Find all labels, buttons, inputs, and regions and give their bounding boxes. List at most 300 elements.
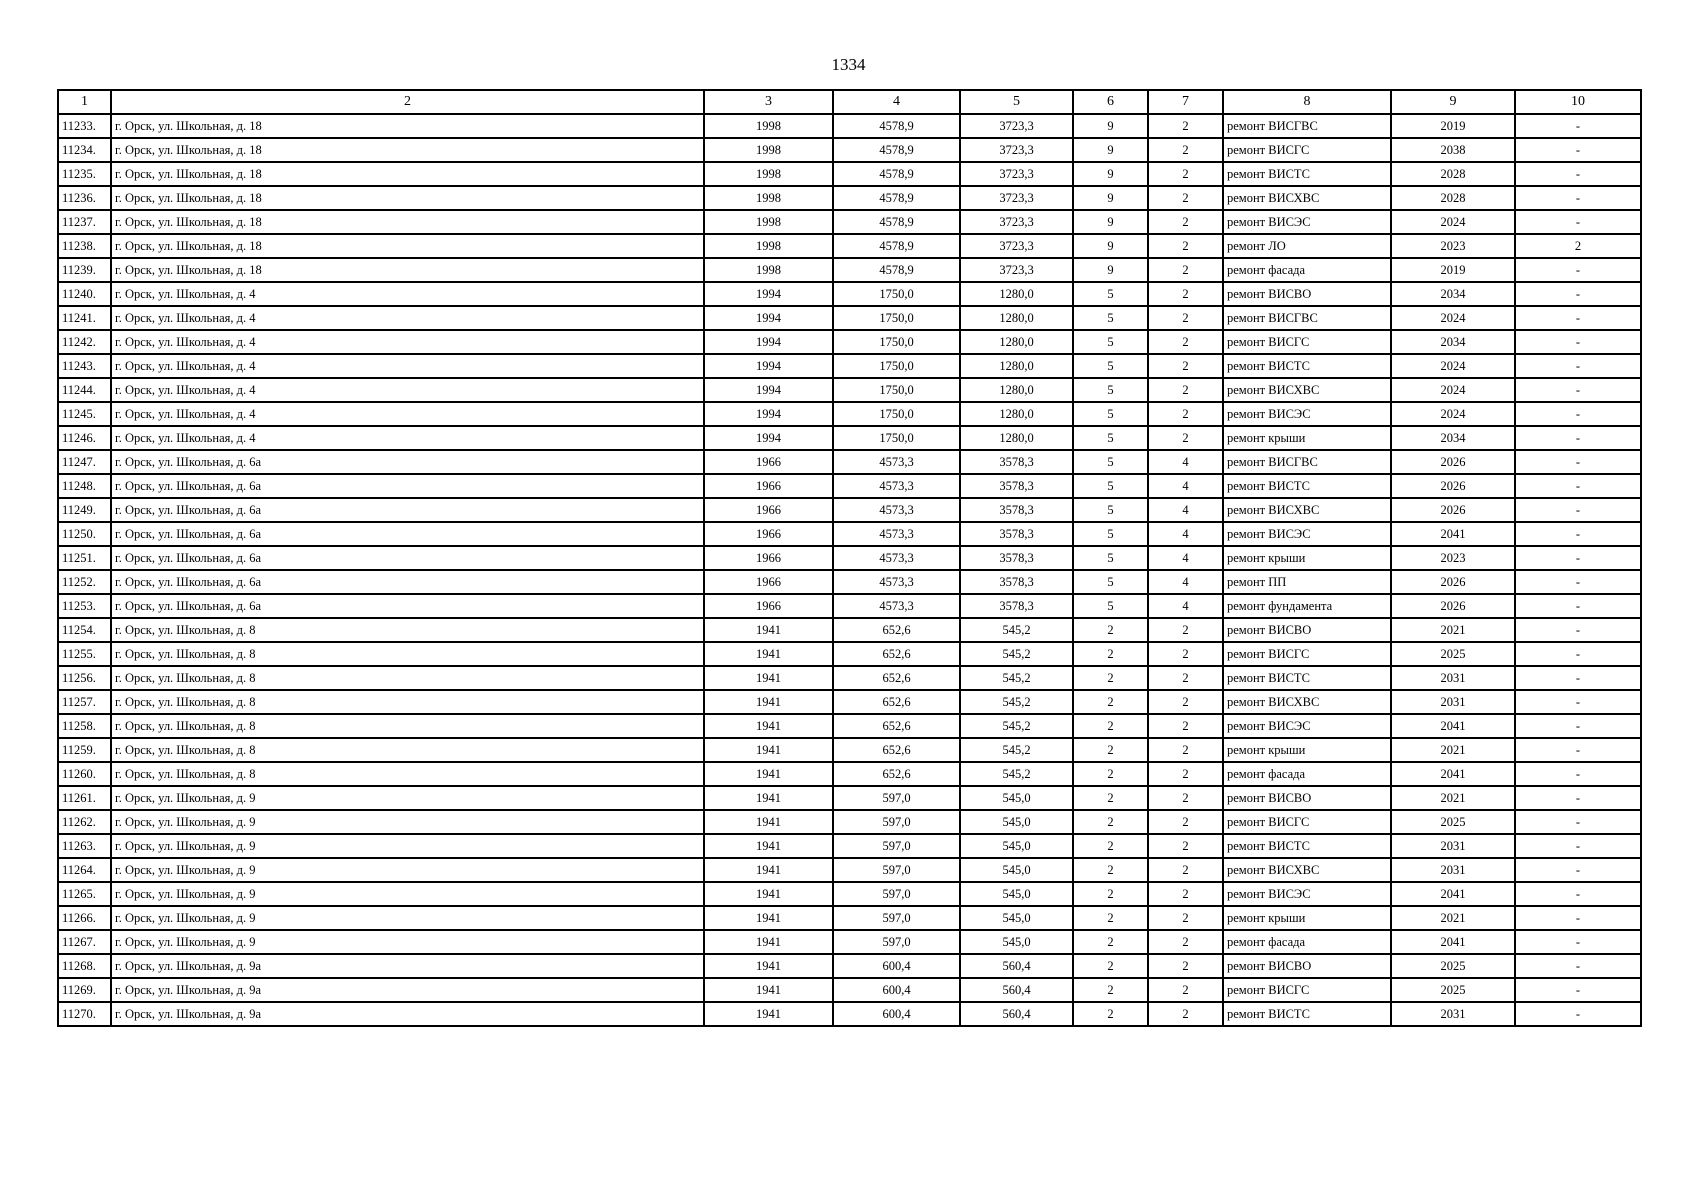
living-area-cell: 3578,3 xyxy=(960,474,1073,498)
entrances-cell: 2 xyxy=(1148,666,1223,690)
entrances-cell: 2 xyxy=(1148,618,1223,642)
living-area-cell: 3578,3 xyxy=(960,546,1073,570)
living-area-cell: 545,0 xyxy=(960,882,1073,906)
entrances-cell: 2 xyxy=(1148,282,1223,306)
total-area-cell: 652,6 xyxy=(833,762,960,786)
note-cell: - xyxy=(1515,570,1641,594)
address-cell: г. Орск, ул. Школьная, д. 6а xyxy=(111,570,704,594)
work-type-cell: ремонт крыши xyxy=(1223,738,1391,762)
total-area-cell: 652,6 xyxy=(833,666,960,690)
address-cell: г. Орск, ул. Школьная, д. 9а xyxy=(111,978,704,1002)
row-number-cell: 11240. xyxy=(58,282,111,306)
row-number-cell: 11246. xyxy=(58,426,111,450)
address-cell: г. Орск, ул. Школьная, д. 4 xyxy=(111,330,704,354)
total-area-cell: 4573,3 xyxy=(833,546,960,570)
address-cell: г. Орск, ул. Школьная, д. 18 xyxy=(111,210,704,234)
address-cell: г. Орск, ул. Школьная, д. 9 xyxy=(111,858,704,882)
plan-year-cell: 2031 xyxy=(1391,858,1515,882)
total-area-cell: 1750,0 xyxy=(833,426,960,450)
table-row xyxy=(58,186,1641,210)
entrances-cell: 2 xyxy=(1148,138,1223,162)
entrances-cell: 2 xyxy=(1148,186,1223,210)
row-number-cell: 11243. xyxy=(58,354,111,378)
total-area-cell: 600,4 xyxy=(833,1002,960,1026)
entrances-cell: 2 xyxy=(1148,810,1223,834)
floors-cell: 2 xyxy=(1073,858,1148,882)
entrances-cell: 2 xyxy=(1148,834,1223,858)
living-area-cell: 1280,0 xyxy=(960,282,1073,306)
row-number-cell: 11259. xyxy=(58,738,111,762)
address-cell: г. Орск, ул. Школьная, д. 18 xyxy=(111,186,704,210)
total-area-cell: 1750,0 xyxy=(833,330,960,354)
entrances-cell: 2 xyxy=(1148,858,1223,882)
living-area-cell: 560,4 xyxy=(960,978,1073,1002)
entrances-cell: 2 xyxy=(1148,306,1223,330)
total-area-cell: 597,0 xyxy=(833,930,960,954)
total-area-cell: 1750,0 xyxy=(833,282,960,306)
total-area-cell: 4578,9 xyxy=(833,258,960,282)
address-cell: г. Орск, ул. Школьная, д. 4 xyxy=(111,282,704,306)
row-number-cell: 11263. xyxy=(58,834,111,858)
row-number-cell: 11249. xyxy=(58,498,111,522)
floors-cell: 2 xyxy=(1073,666,1148,690)
floors-cell: 2 xyxy=(1073,762,1148,786)
note-cell: - xyxy=(1515,378,1641,402)
plan-year-cell: 2021 xyxy=(1391,906,1515,930)
total-area-cell: 4573,3 xyxy=(833,522,960,546)
work-type-cell: ремонт фасада xyxy=(1223,762,1391,786)
note-cell: - xyxy=(1515,162,1641,186)
living-area-cell: 1280,0 xyxy=(960,402,1073,426)
entrances-cell: 2 xyxy=(1148,690,1223,714)
address-cell: г. Орск, ул. Школьная, д. 6а xyxy=(111,450,704,474)
note-cell: - xyxy=(1515,114,1641,138)
year-cell: 1966 xyxy=(704,498,833,522)
floors-cell: 2 xyxy=(1073,738,1148,762)
table-row xyxy=(58,930,1641,954)
note-cell: - xyxy=(1515,618,1641,642)
note-cell: - xyxy=(1515,258,1641,282)
year-cell: 1966 xyxy=(704,546,833,570)
living-area-cell: 545,0 xyxy=(960,810,1073,834)
table-row xyxy=(58,378,1641,402)
table-header-row xyxy=(58,90,1641,114)
note-cell: - xyxy=(1515,882,1641,906)
plan-year-cell: 2025 xyxy=(1391,954,1515,978)
entrances-cell: 2 xyxy=(1148,714,1223,738)
work-type-cell: ремонт ВИСТС xyxy=(1223,354,1391,378)
table-row xyxy=(58,618,1641,642)
plan-year-cell: 2026 xyxy=(1391,474,1515,498)
work-type-cell: ремонт ВИСЭС xyxy=(1223,882,1391,906)
year-cell: 1941 xyxy=(704,762,833,786)
work-type-cell: ремонт ВИСВО xyxy=(1223,282,1391,306)
note-cell: - xyxy=(1515,450,1641,474)
column-header: 5 xyxy=(960,90,1073,114)
work-type-cell: ремонт крыши xyxy=(1223,906,1391,930)
address-cell: г. Орск, ул. Школьная, д. 8 xyxy=(111,714,704,738)
work-type-cell: ремонт ВИСЭС xyxy=(1223,210,1391,234)
work-type-cell: ремонт ВИСЭС xyxy=(1223,522,1391,546)
column-header: 2 xyxy=(111,90,704,114)
plan-year-cell: 2041 xyxy=(1391,522,1515,546)
total-area-cell: 597,0 xyxy=(833,858,960,882)
entrances-cell: 2 xyxy=(1148,762,1223,786)
note-cell: - xyxy=(1515,858,1641,882)
plan-year-cell: 2028 xyxy=(1391,186,1515,210)
entrances-cell: 2 xyxy=(1148,954,1223,978)
address-cell: г. Орск, ул. Школьная, д. 6а xyxy=(111,546,704,570)
row-number-cell: 11248. xyxy=(58,474,111,498)
note-cell: - xyxy=(1515,834,1641,858)
total-area-cell: 652,6 xyxy=(833,642,960,666)
plan-year-cell: 2024 xyxy=(1391,306,1515,330)
plan-year-cell: 2024 xyxy=(1391,378,1515,402)
table-row xyxy=(58,570,1641,594)
total-area-cell: 597,0 xyxy=(833,834,960,858)
work-type-cell: ремонт ВИСГС xyxy=(1223,330,1391,354)
work-type-cell: ремонт ВИСВО xyxy=(1223,954,1391,978)
row-number-cell: 11234. xyxy=(58,138,111,162)
registry-table xyxy=(57,89,1642,1027)
plan-year-cell: 2034 xyxy=(1391,330,1515,354)
floors-cell: 2 xyxy=(1073,810,1148,834)
floors-cell: 2 xyxy=(1073,978,1148,1002)
table-row xyxy=(58,858,1641,882)
entrances-cell: 2 xyxy=(1148,930,1223,954)
floors-cell: 2 xyxy=(1073,714,1148,738)
note-cell: - xyxy=(1515,354,1641,378)
note-cell: - xyxy=(1515,714,1641,738)
address-cell: г. Орск, ул. Школьная, д. 8 xyxy=(111,762,704,786)
living-area-cell: 3578,3 xyxy=(960,450,1073,474)
year-cell: 1941 xyxy=(704,618,833,642)
entrances-cell: 2 xyxy=(1148,234,1223,258)
page-number: 1334 xyxy=(831,55,866,74)
year-cell: 1998 xyxy=(704,186,833,210)
row-number-cell: 11265. xyxy=(58,882,111,906)
note-cell: - xyxy=(1515,690,1641,714)
floors-cell: 2 xyxy=(1073,618,1148,642)
row-number-cell: 11237. xyxy=(58,210,111,234)
living-area-cell: 3578,3 xyxy=(960,522,1073,546)
note-cell: - xyxy=(1515,402,1641,426)
work-type-cell: ремонт фасада xyxy=(1223,930,1391,954)
floors-cell: 9 xyxy=(1073,162,1148,186)
entrances-cell: 2 xyxy=(1148,786,1223,810)
address-cell: г. Орск, ул. Школьная, д. 6а xyxy=(111,498,704,522)
year-cell: 1998 xyxy=(704,258,833,282)
total-area-cell: 4573,3 xyxy=(833,498,960,522)
year-cell: 1941 xyxy=(704,666,833,690)
total-area-cell: 597,0 xyxy=(833,906,960,930)
floors-cell: 5 xyxy=(1073,474,1148,498)
living-area-cell: 3723,3 xyxy=(960,210,1073,234)
row-number-cell: 11233. xyxy=(58,114,111,138)
address-cell: г. Орск, ул. Школьная, д. 18 xyxy=(111,234,704,258)
column-header: 1 xyxy=(58,90,111,114)
plan-year-cell: 2031 xyxy=(1391,1002,1515,1026)
address-cell: г. Орск, ул. Школьная, д. 8 xyxy=(111,642,704,666)
note-cell: - xyxy=(1515,474,1641,498)
floors-cell: 5 xyxy=(1073,330,1148,354)
table-row xyxy=(58,762,1641,786)
work-type-cell: ремонт ВИСХВС xyxy=(1223,498,1391,522)
address-cell: г. Орск, ул. Школьная, д. 4 xyxy=(111,354,704,378)
year-cell: 1941 xyxy=(704,642,833,666)
entrances-cell: 4 xyxy=(1148,546,1223,570)
column-header: 4 xyxy=(833,90,960,114)
address-cell: г. Орск, ул. Школьная, д. 8 xyxy=(111,738,704,762)
column-header: 10 xyxy=(1515,90,1641,114)
plan-year-cell: 2021 xyxy=(1391,618,1515,642)
table-row xyxy=(58,450,1641,474)
plan-year-cell: 2025 xyxy=(1391,642,1515,666)
table-row xyxy=(58,330,1641,354)
year-cell: 1994 xyxy=(704,402,833,426)
living-area-cell: 3578,3 xyxy=(960,570,1073,594)
plan-year-cell: 2021 xyxy=(1391,786,1515,810)
plan-year-cell: 2023 xyxy=(1391,234,1515,258)
work-type-cell: ремонт ВИСГС xyxy=(1223,642,1391,666)
living-area-cell: 3723,3 xyxy=(960,234,1073,258)
work-type-cell: ремонт ВИСТС xyxy=(1223,162,1391,186)
year-cell: 1966 xyxy=(704,570,833,594)
row-number-cell: 11256. xyxy=(58,666,111,690)
row-number-cell: 11261. xyxy=(58,786,111,810)
work-type-cell: ремонт ЛО xyxy=(1223,234,1391,258)
plan-year-cell: 2031 xyxy=(1391,666,1515,690)
work-type-cell: ремонт ВИСХВС xyxy=(1223,186,1391,210)
living-area-cell: 3723,3 xyxy=(960,258,1073,282)
address-cell: г. Орск, ул. Школьная, д. 4 xyxy=(111,426,704,450)
entrances-cell: 2 xyxy=(1148,378,1223,402)
plan-year-cell: 2034 xyxy=(1391,426,1515,450)
plan-year-cell: 2038 xyxy=(1391,138,1515,162)
row-number-cell: 11264. xyxy=(58,858,111,882)
total-area-cell: 4578,9 xyxy=(833,138,960,162)
row-number-cell: 11235. xyxy=(58,162,111,186)
living-area-cell: 1280,0 xyxy=(960,354,1073,378)
column-header: 8 xyxy=(1223,90,1391,114)
address-cell: г. Орск, ул. Школьная, д. 18 xyxy=(111,114,704,138)
floors-cell: 5 xyxy=(1073,546,1148,570)
living-area-cell: 3723,3 xyxy=(960,114,1073,138)
year-cell: 1966 xyxy=(704,594,833,618)
table-row xyxy=(58,594,1641,618)
floors-cell: 5 xyxy=(1073,498,1148,522)
row-number-cell: 11254. xyxy=(58,618,111,642)
floors-cell: 2 xyxy=(1073,954,1148,978)
floors-cell: 2 xyxy=(1073,690,1148,714)
work-type-cell: ремонт фасада xyxy=(1223,258,1391,282)
living-area-cell: 1280,0 xyxy=(960,306,1073,330)
entrances-cell: 4 xyxy=(1148,474,1223,498)
floors-cell: 9 xyxy=(1073,186,1148,210)
entrances-cell: 2 xyxy=(1148,258,1223,282)
address-cell: г. Орск, ул. Школьная, д. 18 xyxy=(111,162,704,186)
address-cell: г. Орск, ул. Школьная, д. 9 xyxy=(111,810,704,834)
living-area-cell: 3723,3 xyxy=(960,162,1073,186)
table-row xyxy=(58,426,1641,450)
address-cell: г. Орск, ул. Школьная, д. 9а xyxy=(111,1002,704,1026)
plan-year-cell: 2041 xyxy=(1391,714,1515,738)
plan-year-cell: 2026 xyxy=(1391,450,1515,474)
work-type-cell: ремонт ВИСГС xyxy=(1223,978,1391,1002)
table-row xyxy=(58,690,1641,714)
note-cell: - xyxy=(1515,138,1641,162)
floors-cell: 5 xyxy=(1073,402,1148,426)
note-cell: - xyxy=(1515,906,1641,930)
floors-cell: 5 xyxy=(1073,426,1148,450)
table-row xyxy=(58,306,1641,330)
entrances-cell: 2 xyxy=(1148,882,1223,906)
note-cell: - xyxy=(1515,738,1641,762)
row-number-cell: 11269. xyxy=(58,978,111,1002)
work-type-cell: ремонт крыши xyxy=(1223,426,1391,450)
work-type-cell: ремонт ВИСГС xyxy=(1223,810,1391,834)
row-number-cell: 11258. xyxy=(58,714,111,738)
total-area-cell: 1750,0 xyxy=(833,378,960,402)
work-type-cell: ремонт ВИСГС xyxy=(1223,138,1391,162)
total-area-cell: 4578,9 xyxy=(833,186,960,210)
note-cell: - xyxy=(1515,546,1641,570)
work-type-cell: ремонт ВИСЭС xyxy=(1223,402,1391,426)
year-cell: 1941 xyxy=(704,1002,833,1026)
row-number-cell: 11250. xyxy=(58,522,111,546)
table-row xyxy=(58,162,1641,186)
note-cell: - xyxy=(1515,426,1641,450)
entrances-cell: 4 xyxy=(1148,450,1223,474)
living-area-cell: 545,2 xyxy=(960,762,1073,786)
living-area-cell: 545,2 xyxy=(960,690,1073,714)
table-body xyxy=(58,114,1641,1026)
note-cell: - xyxy=(1515,522,1641,546)
address-cell: г. Орск, ул. Школьная, д. 9 xyxy=(111,786,704,810)
floors-cell: 9 xyxy=(1073,210,1148,234)
living-area-cell: 545,2 xyxy=(960,738,1073,762)
table-row xyxy=(58,210,1641,234)
note-cell: - xyxy=(1515,330,1641,354)
total-area-cell: 4578,9 xyxy=(833,210,960,234)
floors-cell: 5 xyxy=(1073,522,1148,546)
table-row xyxy=(58,834,1641,858)
address-cell: г. Орск, ул. Школьная, д. 6а xyxy=(111,594,704,618)
work-type-cell: ремонт ВИСГВС xyxy=(1223,114,1391,138)
table-row xyxy=(58,522,1641,546)
work-type-cell: ремонт крыши xyxy=(1223,546,1391,570)
column-header: 6 xyxy=(1073,90,1148,114)
living-area-cell: 3578,3 xyxy=(960,498,1073,522)
living-area-cell: 545,2 xyxy=(960,666,1073,690)
entrances-cell: 2 xyxy=(1148,906,1223,930)
living-area-cell: 1280,0 xyxy=(960,426,1073,450)
year-cell: 1941 xyxy=(704,906,833,930)
plan-year-cell: 2019 xyxy=(1391,258,1515,282)
living-area-cell: 3578,3 xyxy=(960,594,1073,618)
living-area-cell: 545,2 xyxy=(960,618,1073,642)
note-cell: - xyxy=(1515,786,1641,810)
floors-cell: 9 xyxy=(1073,114,1148,138)
floors-cell: 2 xyxy=(1073,1002,1148,1026)
year-cell: 1998 xyxy=(704,234,833,258)
note-cell: - xyxy=(1515,810,1641,834)
table-row xyxy=(58,1002,1641,1026)
floors-cell: 5 xyxy=(1073,378,1148,402)
living-area-cell: 560,4 xyxy=(960,954,1073,978)
floors-cell: 2 xyxy=(1073,834,1148,858)
year-cell: 1994 xyxy=(704,378,833,402)
living-area-cell: 3723,3 xyxy=(960,138,1073,162)
work-type-cell: ремонт ВИСТС xyxy=(1223,1002,1391,1026)
plan-year-cell: 2031 xyxy=(1391,834,1515,858)
plan-year-cell: 2026 xyxy=(1391,498,1515,522)
floors-cell: 5 xyxy=(1073,450,1148,474)
address-cell: г. Орск, ул. Школьная, д. 8 xyxy=(111,618,704,642)
note-cell: - xyxy=(1515,642,1641,666)
row-number-cell: 11252. xyxy=(58,570,111,594)
year-cell: 1941 xyxy=(704,930,833,954)
column-header: 9 xyxy=(1391,90,1515,114)
table-row xyxy=(58,114,1641,138)
floors-cell: 9 xyxy=(1073,234,1148,258)
row-number-cell: 11262. xyxy=(58,810,111,834)
plan-year-cell: 2026 xyxy=(1391,570,1515,594)
living-area-cell: 545,0 xyxy=(960,858,1073,882)
note-cell: - xyxy=(1515,666,1641,690)
year-cell: 1994 xyxy=(704,306,833,330)
entrances-cell: 4 xyxy=(1148,594,1223,618)
table-row xyxy=(58,786,1641,810)
total-area-cell: 652,6 xyxy=(833,618,960,642)
row-number-cell: 11245. xyxy=(58,402,111,426)
plan-year-cell: 2031 xyxy=(1391,690,1515,714)
total-area-cell: 4578,9 xyxy=(833,162,960,186)
year-cell: 1941 xyxy=(704,882,833,906)
entrances-cell: 2 xyxy=(1148,114,1223,138)
plan-year-cell: 2024 xyxy=(1391,402,1515,426)
floors-cell: 2 xyxy=(1073,930,1148,954)
floors-cell: 5 xyxy=(1073,282,1148,306)
work-type-cell: ремонт ВИСТС xyxy=(1223,474,1391,498)
row-number-cell: 11238. xyxy=(58,234,111,258)
work-type-cell: ремонт ВИСВО xyxy=(1223,618,1391,642)
total-area-cell: 1750,0 xyxy=(833,402,960,426)
year-cell: 1941 xyxy=(704,786,833,810)
living-area-cell: 3723,3 xyxy=(960,186,1073,210)
work-type-cell: ремонт ВИСТС xyxy=(1223,666,1391,690)
floors-cell: 5 xyxy=(1073,306,1148,330)
row-number-cell: 11241. xyxy=(58,306,111,330)
living-area-cell: 545,0 xyxy=(960,786,1073,810)
floors-cell: 2 xyxy=(1073,906,1148,930)
address-cell: г. Орск, ул. Школьная, д. 4 xyxy=(111,402,704,426)
living-area-cell: 1280,0 xyxy=(960,330,1073,354)
year-cell: 1998 xyxy=(704,114,833,138)
table-row xyxy=(58,714,1641,738)
total-area-cell: 597,0 xyxy=(833,882,960,906)
table-row xyxy=(58,810,1641,834)
entrances-cell: 2 xyxy=(1148,330,1223,354)
column-header: 3 xyxy=(704,90,833,114)
table-row xyxy=(58,642,1641,666)
table-row xyxy=(58,354,1641,378)
entrances-cell: 2 xyxy=(1148,978,1223,1002)
row-number-cell: 11236. xyxy=(58,186,111,210)
entrances-cell: 4 xyxy=(1148,570,1223,594)
total-area-cell: 1750,0 xyxy=(833,306,960,330)
total-area-cell: 597,0 xyxy=(833,810,960,834)
